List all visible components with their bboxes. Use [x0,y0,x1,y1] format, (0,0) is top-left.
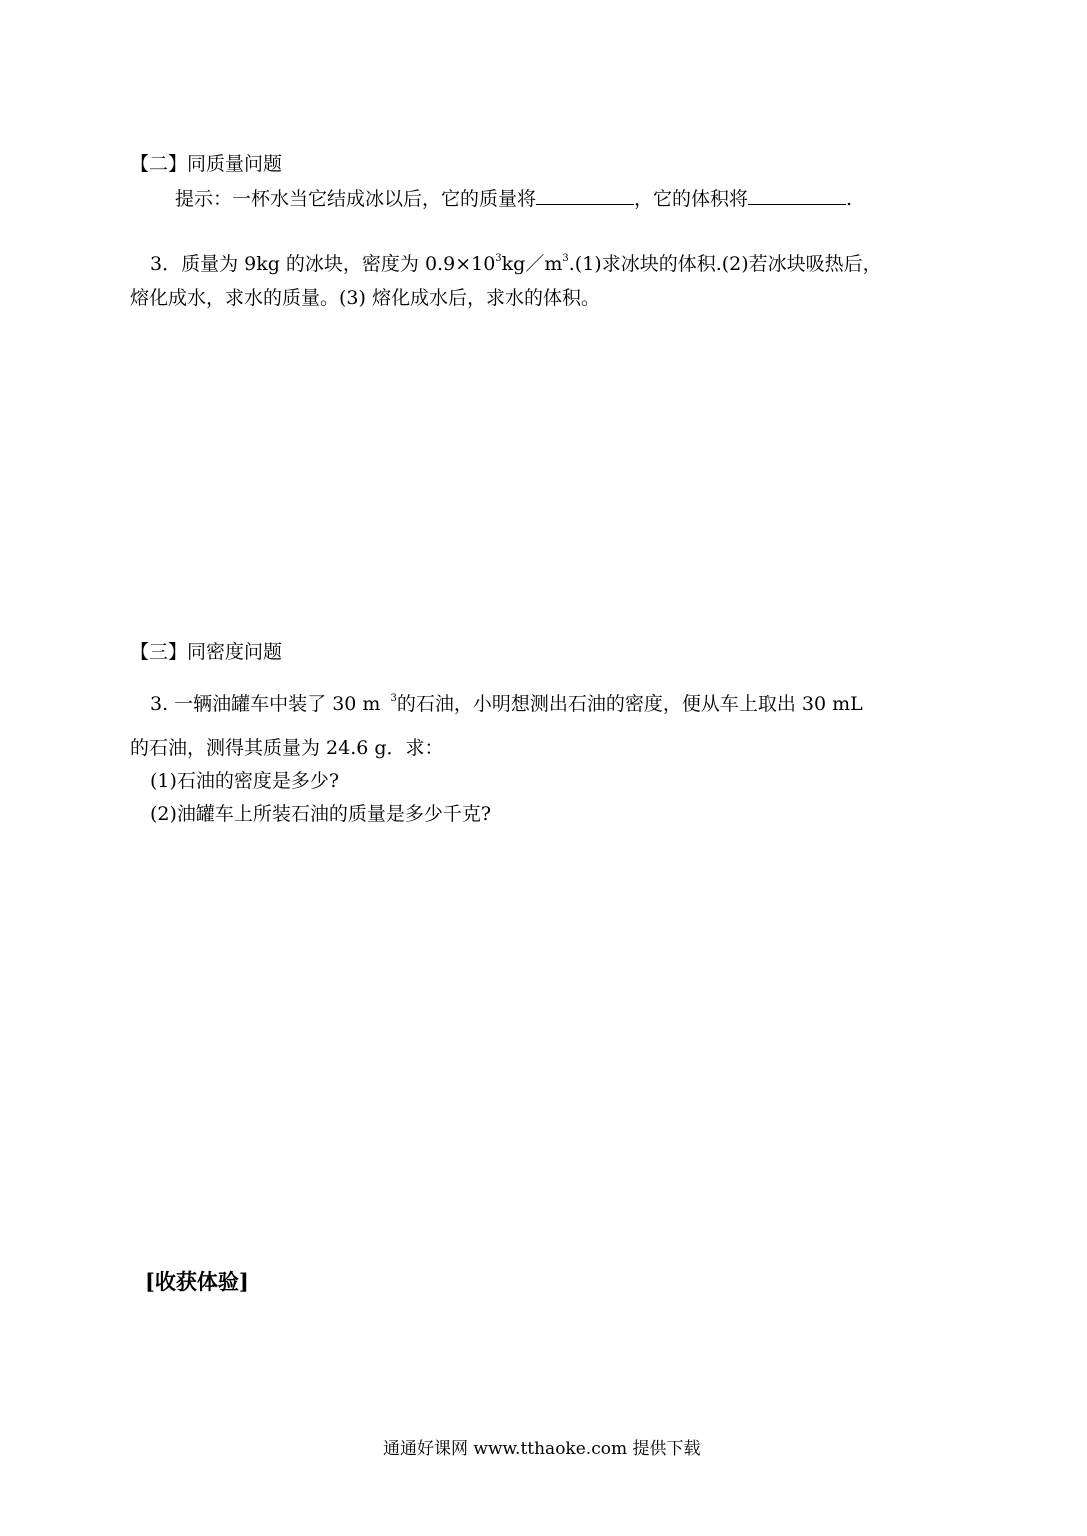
q3b-exponent: 3 [390,693,397,704]
q3-text-b: kg／m [501,253,563,275]
blank-volume [748,186,846,205]
q3b-text-b: 的石油，小明想测出石油的密度，便从车上取出 30 mL [396,693,863,715]
q3-text-c: .(1)求冰块的体积.(2)若冰块吸热后， [568,253,882,275]
hint-prefix: 提示：一杯水当它结成冰以后，它的质量将 [175,188,537,210]
footer-text: 通通好课网 www.tthaoke.com 提供下载 [383,1439,701,1459]
harvest-heading: [收获体验] [145,1269,249,1294]
q3-exponent: 3 [495,253,502,264]
q3-exponent2: 3 [562,253,569,264]
hint-middle: ，它的体积将 [634,188,749,210]
section3-sub2: (2)油罐车上所装石油的质量是多少千克? [150,803,492,825]
section2-question-line2: 熔化成水，求水的质量。(3) 熔化成水后，求水的体积。 [130,287,600,309]
blank-mass [536,186,634,205]
section3-heading: 【三】同密度问题 [130,641,283,663]
q3-text-a: 3．质量为 9kg 的冰块，密度为 0.9×10 [150,253,496,275]
section3-sub1: (1)石油的密度是多少? [150,770,340,792]
section2-heading: 【二】同质量问题 [130,153,283,175]
q3b-text-a: 3. 一辆油罐车中装了 30 m [150,693,381,715]
section2-question-line1 [150,252,882,276]
section2-hint [175,186,852,211]
section3-question-line2: 的石油，测得其质量为 24.6 g．求： [130,737,444,759]
section3-question-line1 [150,692,863,716]
hint-end: . [846,188,853,210]
